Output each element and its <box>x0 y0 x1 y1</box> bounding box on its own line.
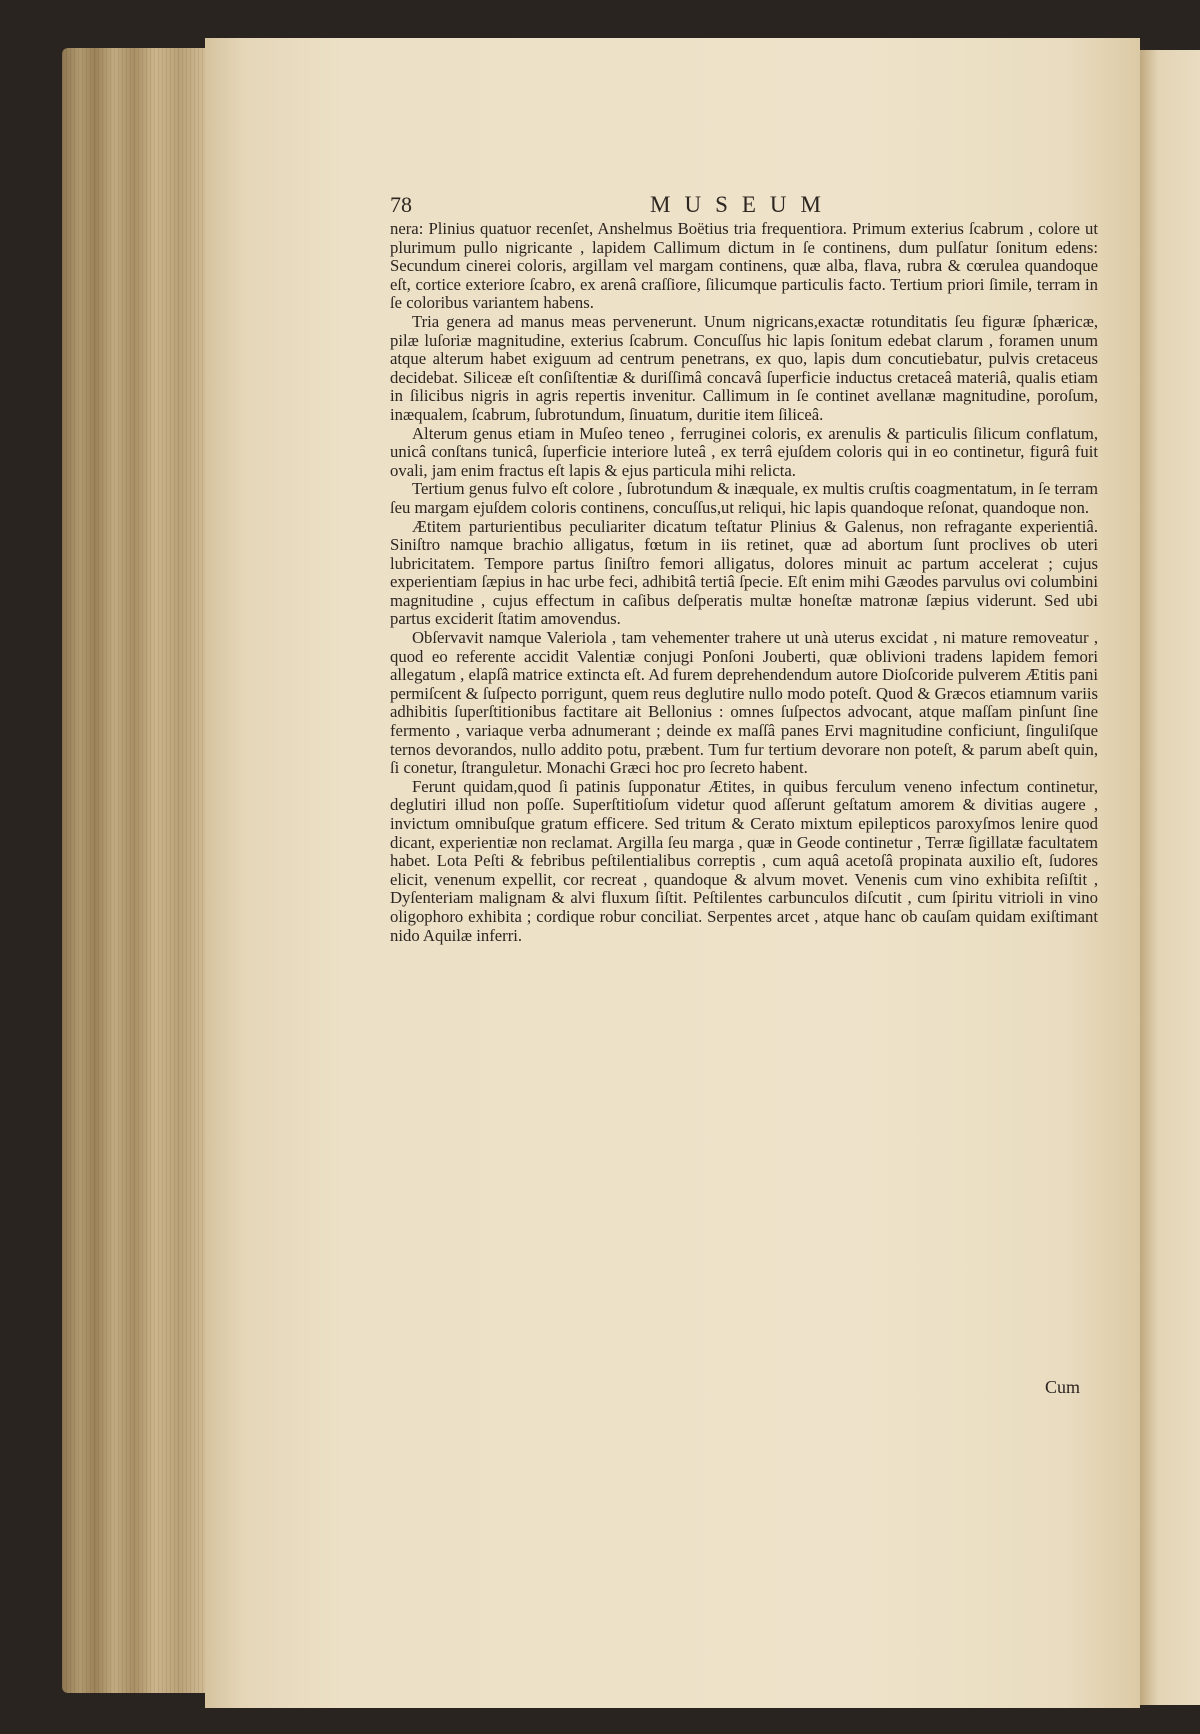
page-title: MUSEUM <box>650 192 835 217</box>
paragraph: Obſervavit namque Valeriola , tam vehementer trahere ut unà uterus excidat , ni mature removeatur , quod eo referente accidit Valentiæ conjugi Ponſoni Jouberti, quæ oblivioni tradens lapidem femori allegatum , elapſâ matrice extincta eſt. Ad furem deprehendendum autore Dioſcoride pulverem Ætitis pani permiſcent & ſuſpecto porrigunt, quem reus deglutire nullo modo poteſt. Quod & Græcos etiamnum variis adhibitis ſuperſtitionibus factitare ait Bellonius : omnes ſuſpectos advocant, atque maſſam pinſunt ſine fermento , variaque verba adnumerant ; deinde ex maſſâ panes Ervi magnitudine conficiunt, ſinguliſque ternos devorandos, nullo addito potu, præbent. Tum fur tertium devorare non poteſt, & parum abeſt quin, ſi conetur, ſtranguletur. Monachi Græci hoc pro ſecreto habent. <box>390 628 1098 778</box>
catchword: Cum <box>1045 1377 1081 1397</box>
paragraph: Ætitem parturientibus peculiariter dicatum teſtatur Plinius & Galenus, non refragante experientiâ. Siniſtro namque brachio alligatus, fœtum in iis retinet, quæ ad abortum ſunt proclives ob uteri lubricitatem. Tempore partus ſiniſtro femori alligatus, dolores minuit ac partum accelerat ; cujus experientiam ſæpius in hac urbe feci, adhibitâ tertiâ ſpecie. Eſt enim mihi Gæodes parvulus ovi columbini magnitudine , cujus effectum in caſibus deſperatis multæ honeſtæ matronæ ſæpius viderunt. Sed ubi partus exciderit ſtatim amovendus. <box>390 516 1098 629</box>
paragraph: Tertium genus fulvo eſt colore , ſubrotundum & inæquale, ex multis cruſtis coagmentatum, in ſe terram ſeu margam ejuſdem coloris continens, concuſſus,ut reliqui, hic lapis quandoque reſonat, quandoque non. <box>390 479 1098 517</box>
paragraph: Alterum genus etiam in Muſeo teneo , ferruginei coloris, ex arenulis & particulis ſilicum conflatum, unicâ conſtans tunicâ, ſuperficie interiore luteâ , ex terrâ ejuſdem coloris qui in eo continetur, figurâ fuit ovali, jam enim fractus eſt lapis & ejus particula mihi relicta. <box>390 423 1098 480</box>
book-fore-edge <box>62 48 212 1693</box>
paragraph: Tria genera ad manus meas pervenerunt. Unum nigricans,exactæ rotunditatis ſeu figuræ ſphæricæ, pilæ luſoriæ magnitudine, exterius ſcabrum. Concuſſus hic lapis ſonitum edebat clarum , foramen unum atque alterum habet exiguum ad centrum penetrans, ex quo, lapis dum concutiebatur, pulvis cretaceus decidebat. Siliceæ eſt conſiſtentiæ & duriſſimâ concavâ ſuperficie inductus cretaceâ materiâ, qualis etiam in ſilicibus nigris in agris repertis invenitur. Callimum in ſe continet avellanæ magnitudine, poroſum, inæqualem, ſcabrum, ſubrotundum, ſinuatum, duritie item ſiliceâ. <box>390 311 1098 424</box>
page-number: 78 <box>390 192 412 217</box>
facing-page-edge <box>1140 50 1200 1705</box>
body-text <box>390 220 1098 945</box>
paragraph: Ferunt quidam,quod ſi patinis ſupponatur Ætites, in quibus ferculum veneno infectum continetur, deglutiri illud non poſſe. Superſtitioſum videtur quod aſſerunt geſtatum amorem & divitias augere , invictum omnibuſque gratum efficere. Sed tritum & Cerato mixtum epilepticos paroxyſmos lenire quod dicant, experientiæ non reclamat. Argilla ſeu marga , quæ in Geode continetur , Terræ ſigillatæ facultatem habet. Lota Peſti & febribus peſtilentialibus correptis , cum aquâ acetoſâ propinata auxilio eſt, ſudores elicit, venenum expellit, cor recreat , quandoque & alvum movet. Venenis cum vino exhibita reſiſtit , Dyſenteriam malignam & alvi fluxum ſiſtit. Peſtilentes carbunculos diſcutit , cum ſpiritu vitrioli in vino oligophoro exhibita ; cordique robur conciliat. Serpentes arcet , atque hanc ob cauſam quidam exiſtimant nido Aquilæ inferri. <box>390 776 1098 945</box>
running-head <box>390 192 1095 222</box>
paragraph: nera: Plinius quatuor recenſet, Anshelmus Boëtius tria frequentiora. Primum exterius ſcabrum , colore ut plurimum pullo nigricante , lapidem Callimum dictum in ſe continens, dum pulſatur ſonitum edens: Secundum cinerei coloris, argillam vel margam continens, quæ alba, flava, rubra & cœrulea quandoque eſt, cortice exteriore ſcabro, ex arenâ craſſiore, ſilicumque particulis facto. Tertium priori ſimile, terram in ſe coloribus variantem habens. <box>390 219 1098 313</box>
